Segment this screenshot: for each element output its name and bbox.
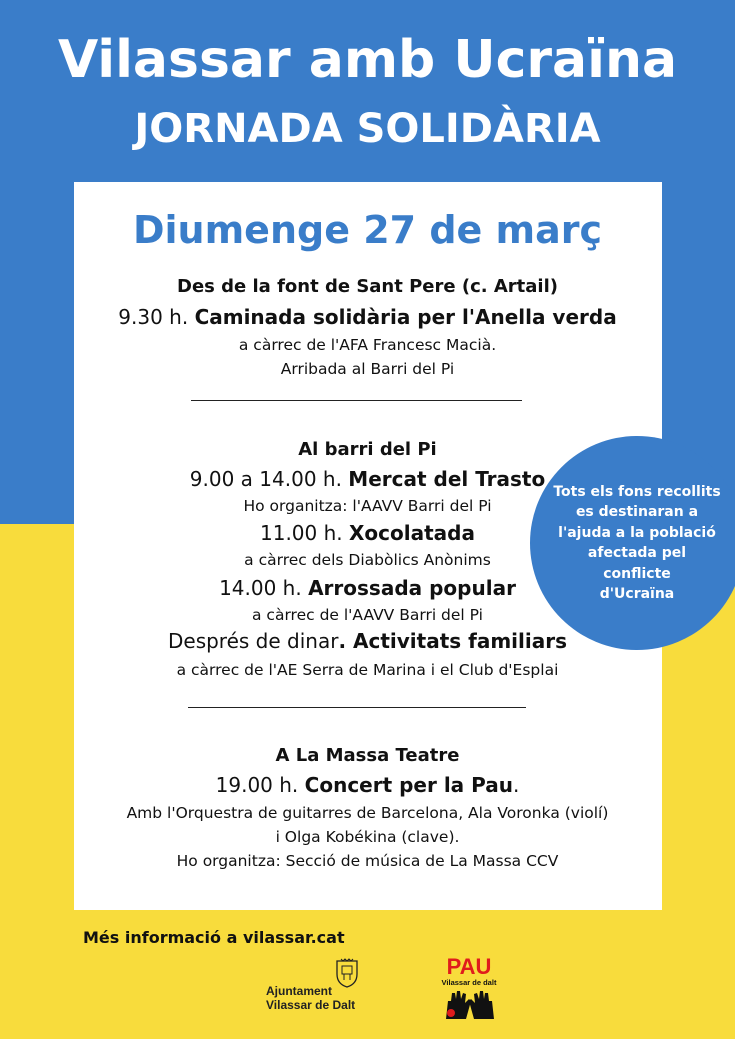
divider xyxy=(191,400,522,401)
event-suffix: . xyxy=(513,773,520,797)
divider xyxy=(188,707,526,708)
section1-heading: Des de la font de Sant Pere (c. Artail) xyxy=(177,276,558,297)
event-time: 9.00 a 14.00 h. xyxy=(189,467,349,491)
event-date: Diumenge 27 de març xyxy=(132,208,603,252)
ajuntament-name xyxy=(266,984,355,1012)
section3-note2: i Olga Kobékina (clave). xyxy=(275,828,460,846)
event-name: Xocolatada xyxy=(349,521,475,545)
event-time: Després de dinar xyxy=(167,629,339,653)
section3-heading: A La Massa Teatre xyxy=(275,745,460,766)
ajuntament-line1: Ajuntament xyxy=(266,984,332,998)
more-info-link[interactable]: Més informació a vilassar.cat xyxy=(83,928,345,947)
event-name: Caminada solidària per l'Anella verda xyxy=(194,305,617,329)
fundraising-badge xyxy=(530,436,735,650)
section1-event xyxy=(0,303,735,331)
page-subtitle: JORNADA SOLIDÀRIA xyxy=(134,106,601,152)
ajuntament-logo xyxy=(260,958,370,1018)
event-name: . Activitats familiars xyxy=(338,629,567,653)
event-time: 11.00 h. xyxy=(260,521,350,545)
section2-note-2: a càrrec dels Diabòlics Anònims xyxy=(244,551,491,569)
section1-note2: Arribada al Barri del Pi xyxy=(280,360,455,378)
section3-note3: Ho organitza: Secció de música de La Massa CCV xyxy=(176,852,559,870)
section1-note1: a càrrec de l'AFA Francesc Macià. xyxy=(238,336,497,354)
ajuntament-line2: Vilassar de Dalt xyxy=(266,998,356,1012)
event-time: 19.00 h. xyxy=(215,773,305,797)
section2-heading: Al barri del Pi xyxy=(298,439,437,460)
section2-note-3: a càrrec de l'AAVV Barri del Pi xyxy=(252,606,483,624)
event-time: 9.30 h. xyxy=(118,305,195,329)
pau-subtitle: Vilassar de dalt xyxy=(441,978,497,987)
event-name: Mercat del Trasto xyxy=(348,467,546,491)
fundraising-badge-text: Tots els fons recollits es destinaran a l'ajuda a la població afectada pel conflicte d'Ucraïna xyxy=(553,483,721,602)
event-time: 14.00 h. xyxy=(219,576,309,600)
section2-note-4: a càrrec de l'AE Serra de Marina i el Club d'Esplai xyxy=(176,661,559,679)
pau-logo xyxy=(440,955,498,1019)
event-name: Arrossada popular xyxy=(308,576,516,600)
section3-note1: Amb l'Orquestra de guitarres de Barcelona, Ala Voronka (violí) xyxy=(126,804,609,822)
pau-word: PAU xyxy=(446,954,492,979)
section3-event xyxy=(0,771,735,799)
section2-note-1: Ho organitza: l'AAVV Barri del Pi xyxy=(243,497,492,515)
event-name: Concert per la Pau xyxy=(304,773,513,797)
page-title: Vilassar amb Ucraïna xyxy=(57,30,678,90)
hands-icon xyxy=(444,989,496,1019)
